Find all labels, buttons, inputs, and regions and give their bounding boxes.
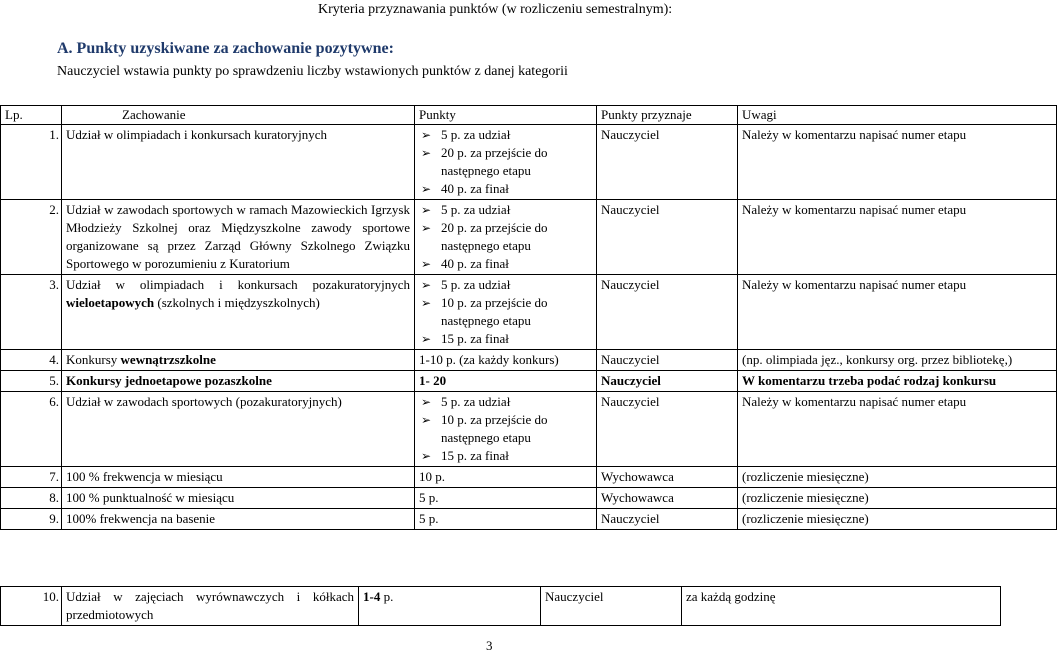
row-notes: za każdą godzinę	[682, 587, 1001, 626]
row-points	[415, 125, 597, 200]
header-awarded-by: Punkty przyznaje	[597, 106, 738, 125]
row-lp: 4.	[1, 350, 62, 371]
row-behavior: Konkursy wewnątrzszkolne	[62, 350, 415, 371]
row-behavior: Udział w zawodach sportowych w ramach Mazowieckich Igrzysk Młodzieży Szkolnej oraz Międzyszkolne zawody sportowe organizowane są przez Zarząd Główny Szkolnego Związku Sportowego w porozumieniu z Kuratorium	[62, 200, 415, 275]
points-item: ➢ 15 p. za finał	[421, 331, 509, 346]
row-awarded-by: Nauczyciel	[597, 200, 738, 275]
row-notes: Należy w komentarzu napisać numer etapu	[738, 200, 1057, 275]
row-awarded-by: Nauczyciel	[597, 509, 738, 530]
header-behavior: Zachowanie	[62, 106, 415, 125]
row-awarded-by: Nauczyciel	[597, 275, 738, 350]
row-behavior: Udział w olimpiadach i konkursach pozakuratoryjnych wieloetapowych (szkolnych i międzyszkolnych)	[62, 275, 415, 350]
table-row	[1, 587, 1001, 626]
arrow-bullet-icon: ➢	[421, 146, 432, 160]
row-behavior: 100 % frekwencja w miesiącu	[62, 467, 415, 488]
row-awarded-by: Nauczyciel	[597, 371, 738, 392]
row-notes: Należy w komentarzu napisać numer etapu	[738, 275, 1057, 350]
arrow-bullet-icon: ➢	[421, 128, 432, 142]
section-subtitle: Nauczyciel wstawia punkty po sprawdzeniu liczby wstawionych punktów z danej kategorii	[57, 64, 568, 79]
row-behavior: 100 % punktualność w miesiącu	[62, 488, 415, 509]
points-item: ➢ 10 p. za przejście do następnego etapu	[421, 295, 548, 328]
row-notes: Należy w komentarzu napisać numer etapu	[738, 125, 1057, 200]
row-behavior: 100% frekwencja na basenie	[62, 509, 415, 530]
table-row	[1, 200, 1057, 275]
section-title: A. Punkty uzyskiwane za zachowanie pozytywne:	[57, 40, 394, 57]
table-row	[1, 467, 1057, 488]
table-row	[1, 125, 1057, 200]
points-item: ➢ 10 p. za przejście do następnego etapu	[421, 412, 548, 445]
row-points	[415, 392, 597, 467]
points-item: ➢ 5 p. za udział	[421, 277, 511, 292]
arrow-bullet-icon: ➢	[421, 449, 432, 463]
table-row	[1, 509, 1057, 530]
criteria-table-continued	[0, 586, 1001, 626]
row-awarded-by: Nauczyciel	[597, 125, 738, 200]
points-item: ➢ 20 p. za przejście do następnego etapu	[421, 220, 548, 253]
points-item: ➢ 40 p. za finał	[421, 181, 509, 196]
row-lp: 2.	[1, 200, 62, 275]
arrow-bullet-icon: ➢	[421, 332, 432, 346]
header-lp: Lp.	[1, 106, 62, 125]
row-behavior: Konkursy jednoetapowe pozaszkolne	[62, 371, 415, 392]
row-lp: 10.	[1, 587, 62, 626]
row-lp: 8.	[1, 488, 62, 509]
row-awarded-by: Nauczyciel	[597, 392, 738, 467]
arrow-bullet-icon: ➢	[421, 395, 432, 409]
row-lp: 3.	[1, 275, 62, 350]
row-points: 10 p.	[415, 467, 597, 488]
row-points: 1- 20	[415, 371, 597, 392]
points-item: ➢ 5 p. za udział	[421, 202, 511, 217]
table-row	[1, 392, 1057, 467]
points-item: ➢ 5 p. za udział	[421, 127, 511, 142]
page-header-title: Kryteria przyznawania punktów (w rozliczeniu semestralnym):	[318, 2, 673, 17]
header-points: Punkty	[415, 106, 597, 125]
points-item: ➢ 20 p. za przejście do następnego etapu	[421, 145, 548, 178]
arrow-bullet-icon: ➢	[421, 413, 432, 427]
row-awarded-by: Nauczyciel	[597, 350, 738, 371]
row-notes: Należy w komentarzu napisać numer etapu	[738, 392, 1057, 467]
page-number: 3	[486, 638, 493, 653]
row-lp: 6.	[1, 392, 62, 467]
row-notes: W komentarzu trzeba podać rodzaj konkursu	[738, 371, 1057, 392]
row-points: 1-4 p.	[359, 587, 541, 626]
header-notes: Uwagi	[738, 106, 1057, 125]
arrow-bullet-icon: ➢	[421, 278, 432, 292]
points-item: ➢ 5 p. za udział	[421, 394, 511, 409]
table-header-row	[1, 106, 1057, 125]
row-awarded-by: Wychowawca	[597, 467, 738, 488]
row-points: 5 p.	[415, 488, 597, 509]
row-notes: (rozliczenie miesięczne)	[738, 488, 1057, 509]
row-points	[415, 275, 597, 350]
arrow-bullet-icon: ➢	[421, 203, 432, 217]
row-points: 5 p.	[415, 509, 597, 530]
arrow-bullet-icon: ➢	[421, 221, 432, 235]
table-row	[1, 350, 1057, 371]
points-item: ➢ 15 p. za finał	[421, 448, 509, 463]
row-behavior: Udział w zajęciach wyrównawczych i kółkach przedmiotowych	[62, 587, 359, 626]
row-points: 1-10 p. (za każdy konkurs)	[415, 350, 597, 371]
row-lp: 1.	[1, 125, 62, 200]
arrow-bullet-icon: ➢	[421, 296, 432, 310]
row-behavior: Udział w zawodach sportowych (pozakuratoryjnych)	[62, 392, 415, 467]
row-lp: 9.	[1, 509, 62, 530]
row-behavior: Udział w olimpiadach i konkursach kuratoryjnych	[62, 125, 415, 200]
row-lp: 7.	[1, 467, 62, 488]
row-notes: (np. olimpiada jęz., konkursy org. przez bibliotekę,)	[738, 350, 1057, 371]
row-awarded-by: Nauczyciel	[541, 587, 682, 626]
criteria-table	[0, 105, 1057, 530]
row-notes: (rozliczenie miesięczne)	[738, 509, 1057, 530]
row-awarded-by: Wychowawca	[597, 488, 738, 509]
row-lp: 5.	[1, 371, 62, 392]
points-item: ➢ 40 p. za finał	[421, 256, 509, 271]
row-notes: (rozliczenie miesięczne)	[738, 467, 1057, 488]
row-points	[415, 200, 597, 275]
table-row	[1, 488, 1057, 509]
arrow-bullet-icon: ➢	[421, 257, 432, 271]
table-row	[1, 371, 1057, 392]
arrow-bullet-icon: ➢	[421, 182, 432, 196]
table-row	[1, 275, 1057, 350]
